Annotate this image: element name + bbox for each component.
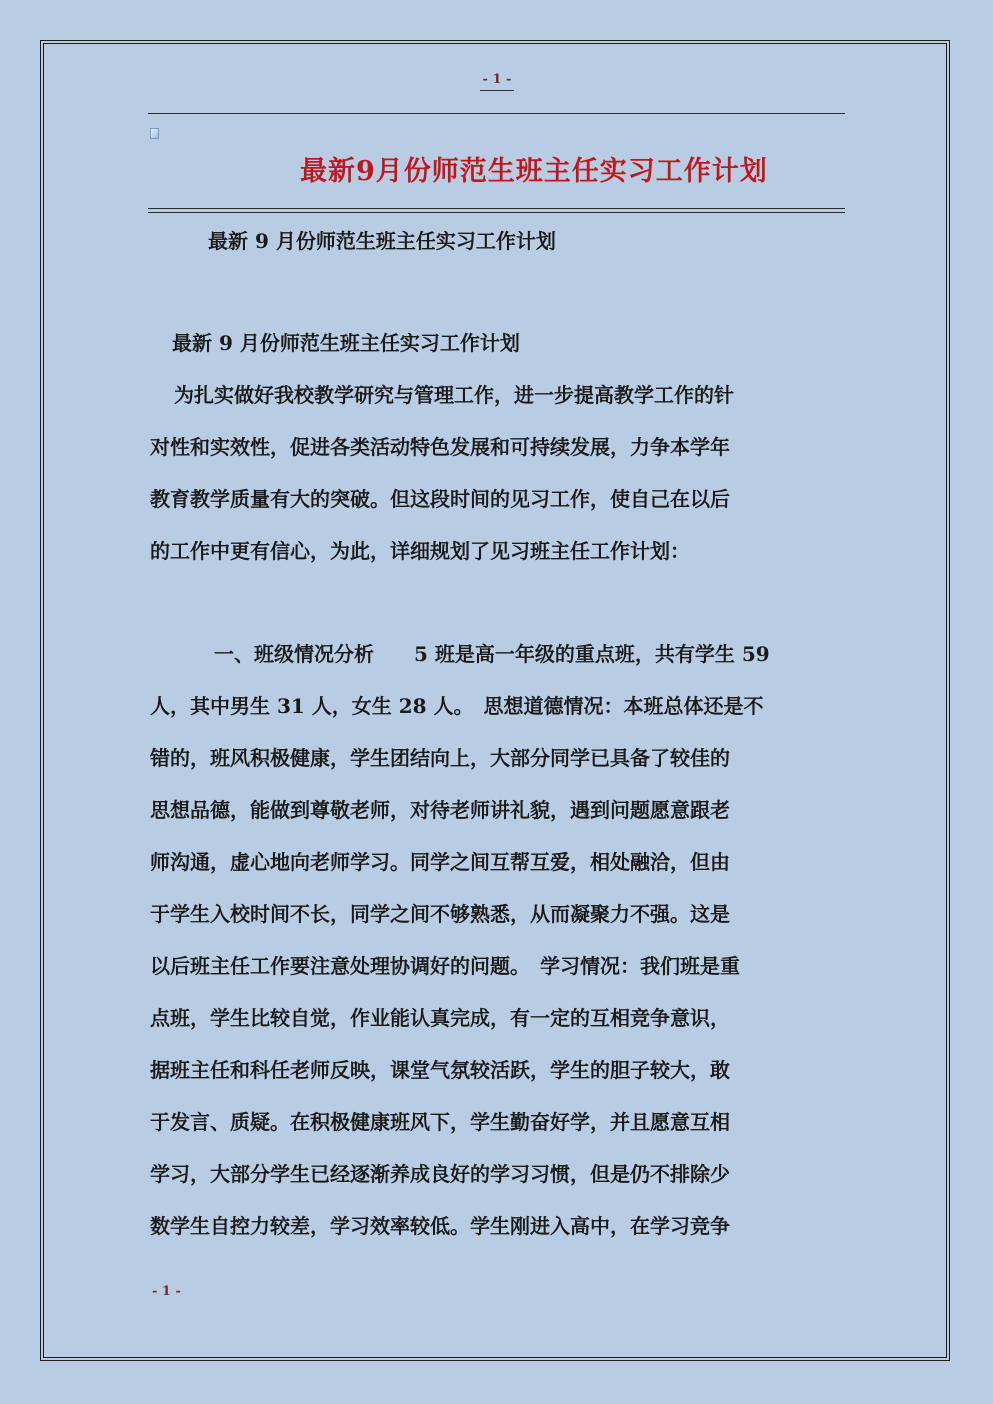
paragraph-line: 学习，大部分学生已经逐渐养成良好的学习习惯，但是仍不排除少 (150, 1162, 730, 1186)
paragraph-class-analysis (150, 628, 842, 1252)
paragraph-line: 思想品德，能做到尊敬老师，对待老师讲礼貌，遇到问题愿意跟老 (150, 798, 730, 822)
page-title: 最新9月份师范生班主任实习工作计划 (300, 156, 768, 187)
paragraph-line: 错的，班风积极健康，学生团结向上，大部分同学已具备了较佳的 (150, 746, 730, 770)
paragraph-line: 人，其中男生 31 人，女生 28 人。 思想道德情况：本班总体还是不 (150, 694, 764, 718)
paragraph-line: 师沟通，虚心地向老师学习。同学之间互帮互爱，相处融洽，但由 (150, 850, 730, 874)
subtitle-repeat: 最新 9 月份师范生班主任实习工作计划 (172, 331, 520, 355)
paragraph-line: 对性和实效性，促进各类活动特色发展和可持续发展，力争本学年 (150, 435, 730, 459)
paragraph-line: 的工作中更有信心，为此，详细规划了见习班主任工作计划： (150, 539, 690, 563)
paragraph-line: 于学生入校时间不长，同学之间不够熟悉，从而凝聚力不强。这是 (150, 902, 730, 926)
document-icon (150, 128, 159, 139)
title-rule-thin (148, 212, 845, 213)
paragraph-line: 以后班主任工作要注意处理协调好的问题。 学习情况：我们班是重 (150, 954, 740, 978)
paragraph-line: 一、班级情况分析 5 班是高一年级的重点班，共有学生 59 (174, 642, 770, 666)
paragraph-line: 于发言、质疑。在积极健康班风下，学生勤奋好学，并且愿意互相 (150, 1110, 730, 1134)
paragraph-line: 据班主任和科任老师反映，课堂气氛较活跃，学生的胆子较大，敢 (150, 1058, 730, 1082)
paragraph-line: 数学生自控力较差，学习效率较低。学生刚进入高中，在学习竞争 (150, 1214, 730, 1238)
page-number-top: - 1 - (480, 72, 514, 91)
paragraph-intro (150, 369, 842, 577)
header-rule (148, 113, 845, 114)
title-rule-thick (148, 208, 845, 209)
paragraph-line: 点班，学生比较自觉，作业能认真完成，有一定的互相竞争意识， (150, 1006, 730, 1030)
paragraph-line: 教育教学质量有大的突破。但这段时间的见习工作，使自己在以后 (150, 487, 730, 511)
subtitle: 最新 9 月份师范生班主任实习工作计划 (208, 229, 556, 253)
page-number-bottom: - 1 - (152, 1284, 181, 1299)
paragraph-line: 为扎实做好我校教学研究与管理工作，进一步提高教学工作的针 (174, 383, 734, 407)
